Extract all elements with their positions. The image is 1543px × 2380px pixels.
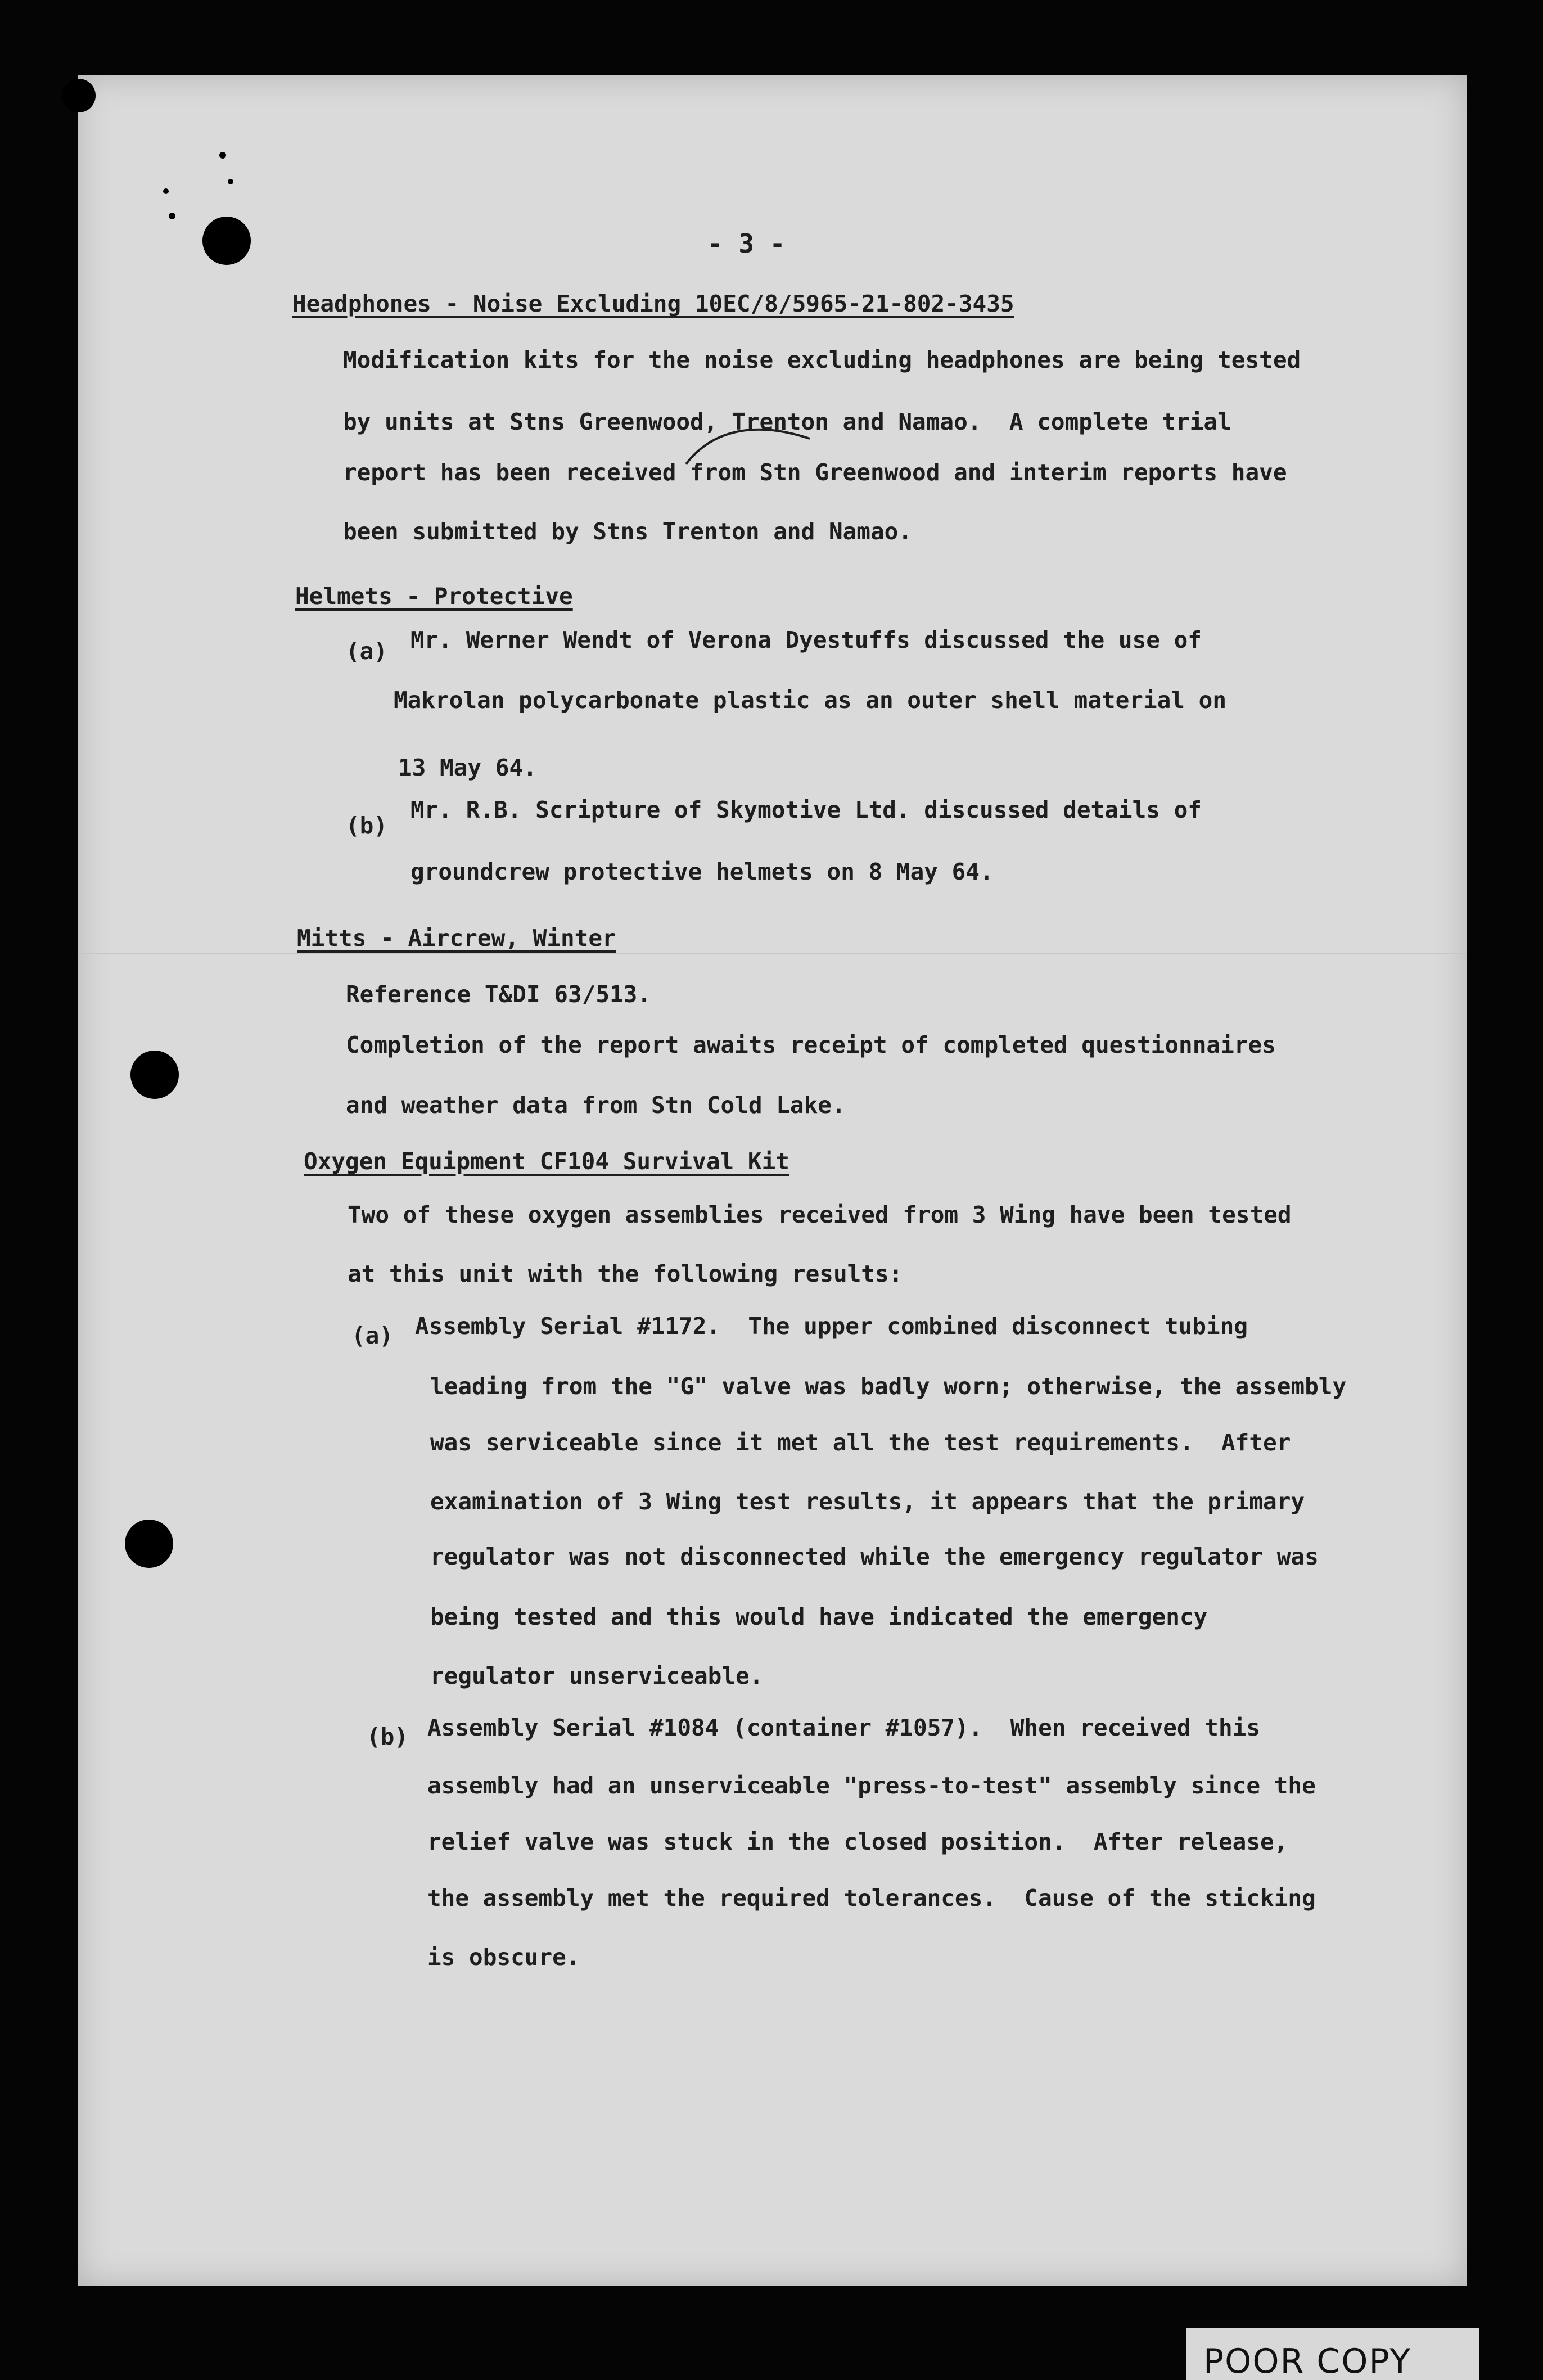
body-line: relief valve was stuck in the closed position. After release, <box>427 1828 1288 1855</box>
body-line: was serviceable since it met all the test requirements. After <box>430 1429 1291 1456</box>
stamp-label: POOR COPY <box>1203 2342 1412 2380</box>
heading-helmets: Helmets - Protective <box>295 583 573 610</box>
body-line: leading from the "G" valve was badly worn; otherwise, the assembly <box>430 1373 1347 1400</box>
page-fold-line <box>78 953 1467 954</box>
body-line: Modification kits for the noise excluding headphones are being tested <box>343 346 1301 373</box>
item-label: (b) <box>346 812 388 839</box>
body-line: Completion of the report awaits receipt of completed questionnaires <box>346 1031 1276 1058</box>
page-number: - 3 - <box>707 228 786 259</box>
body-line: assembly had an unserviceable "press-to-test" assembly since the <box>427 1772 1316 1799</box>
body-line: regulator was not disconnected while the emergency regulator was <box>430 1543 1319 1570</box>
heading-oxygen: Oxygen Equipment CF104 Survival Kit <box>304 1148 789 1175</box>
punch-hole-bottom <box>125 1520 173 1568</box>
body-line: by units at Stns Greenwood, Trenton and Namao. A complete trial <box>343 408 1231 435</box>
punch-hole-top <box>202 217 251 265</box>
body-line: regulator unserviceable. <box>430 1662 764 1689</box>
dust-speck <box>228 179 233 184</box>
item-label: (a) <box>346 638 388 665</box>
body-line: report has been received from Stn Greenwood and interim reports have <box>343 459 1287 486</box>
body-line: groundcrew protective helmets on 8 May 64. <box>410 858 994 885</box>
body-line: examination of 3 Wing test results, it appears that the primary <box>430 1488 1305 1515</box>
body-line: been submitted by Stns Trenton and Namao. <box>343 518 913 545</box>
body-line: Assembly Serial #1172. The upper combined disconnect tubing <box>415 1313 1248 1340</box>
item-label: (b) <box>367 1723 409 1750</box>
heading-mitts: Mitts - Aircrew, Winter <box>297 925 616 952</box>
body-line: is obscure. <box>427 1944 580 1971</box>
body-line: the assembly met the required tolerances. Cause of the sticking <box>427 1885 1316 1912</box>
document-page <box>78 75 1467 2286</box>
body-line: Mr. Werner Wendt of Verona Dyestuffs discussed the use of <box>410 626 1202 653</box>
dust-speck <box>62 79 96 112</box>
body-line: 13 May 64. <box>398 754 537 781</box>
body-line: Two of these oxygen assemblies received from 3 Wing have been tested <box>348 1201 1292 1228</box>
poor-copy-stamp <box>1186 2328 1479 2380</box>
dust-speck <box>163 188 169 194</box>
item-label: (a) <box>351 1322 394 1349</box>
body-line: Assembly Serial #1084 (container #1057). When received this <box>427 1714 1261 1741</box>
punch-hole-middle <box>130 1051 179 1099</box>
body-line: Reference T&DI 63/513. <box>346 981 652 1008</box>
dust-speck <box>219 152 226 159</box>
body-line: Makrolan polycarbonate plastic as an outer shell material on <box>394 687 1227 714</box>
body-line: Mr. R.B. Scripture of Skymotive Ltd. discussed details of <box>410 796 1202 823</box>
body-line: at this unit with the following results: <box>348 1260 903 1287</box>
heading-headphones: Headphones - Noise Excluding 10EC/8/5965-21-802-3435 <box>292 290 1014 317</box>
body-line: and weather data from Stn Cold Lake. <box>346 1092 846 1119</box>
dust-speck <box>169 213 175 219</box>
body-line: being tested and this would have indicated the emergency <box>430 1603 1208 1630</box>
